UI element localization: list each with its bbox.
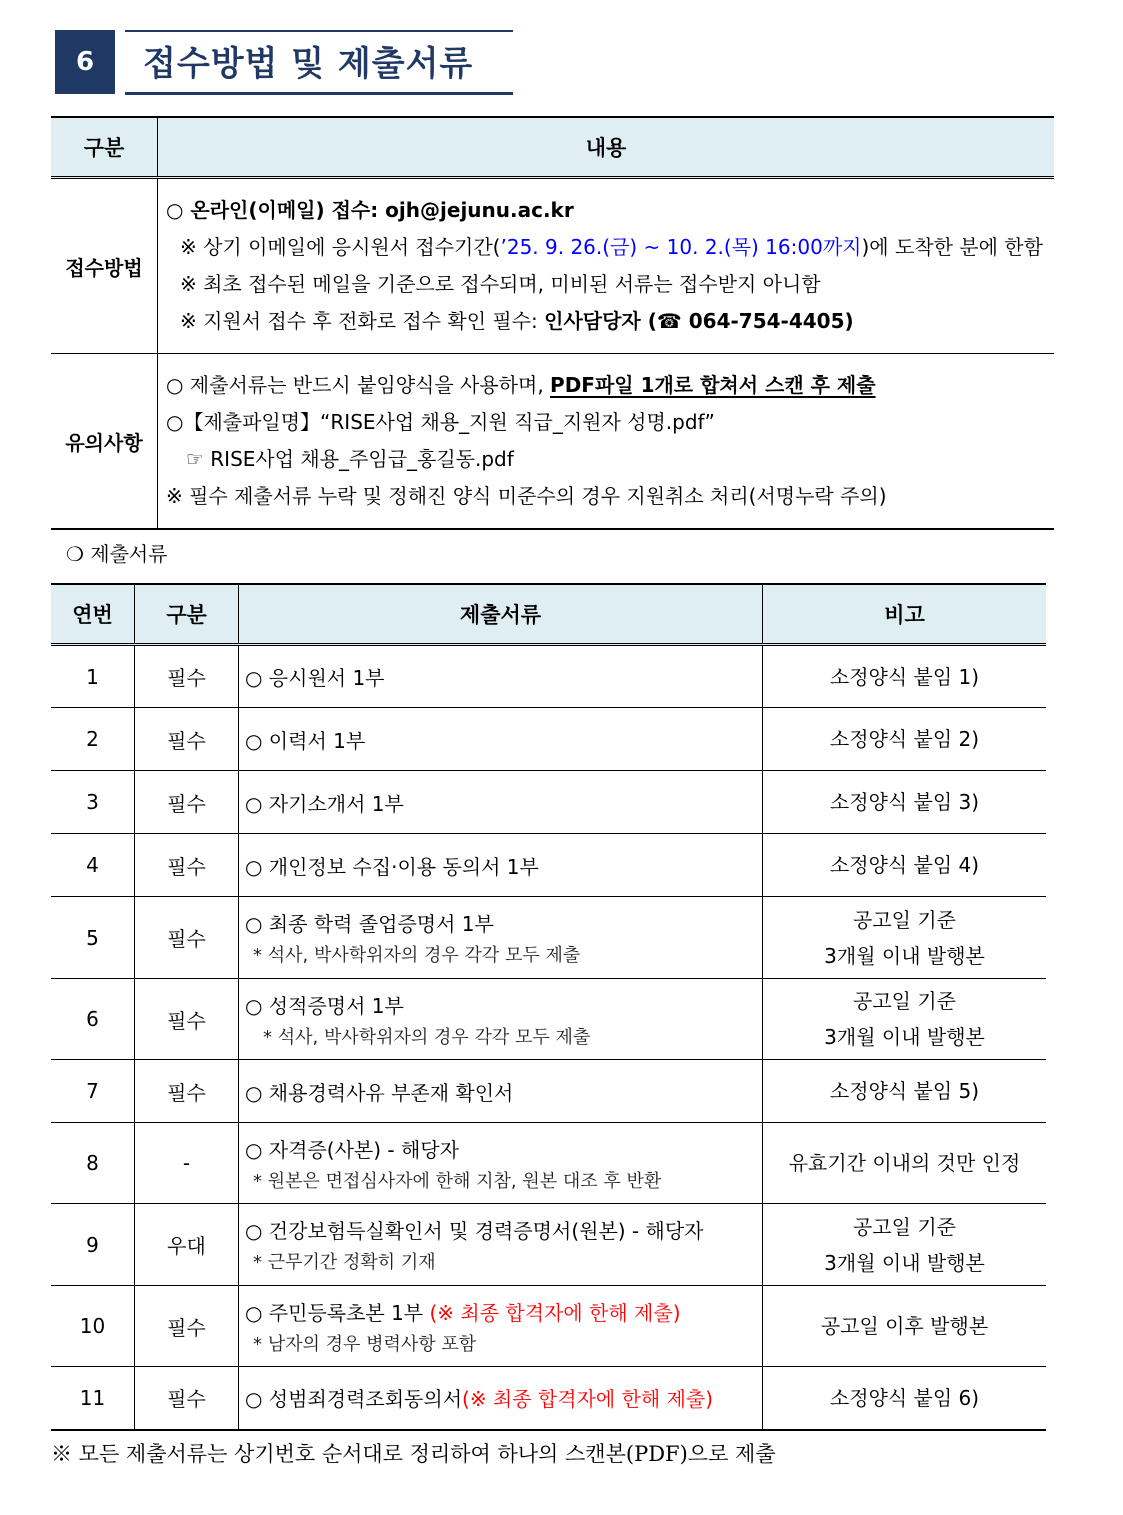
documents-table [51, 583, 1046, 1431]
row-document-text: ○ 주민등록초본 1부 [245, 1300, 430, 1325]
row-remark: 소정양식 붙임 5) [763, 1060, 1047, 1123]
header-document: 제출서류 [239, 584, 763, 645]
row-remark: 공고일 이후 발행본 [763, 1286, 1047, 1367]
row-type: 필수 [135, 1286, 239, 1367]
row-type: 필수 [135, 645, 239, 708]
notice-line-1 [166, 367, 1053, 404]
row-document-note: * 원본은 면접심사자에 한해 지참, 원본 대조 후 반환 [253, 1170, 662, 1192]
row-remark: 소정양식 붙임 2) [763, 708, 1047, 771]
row-no: 10 [51, 1286, 135, 1367]
row-no: 7 [51, 1060, 135, 1123]
bullet: ○ [166, 198, 191, 222]
row-no: 6 [51, 979, 135, 1060]
row-type: 필수 [135, 708, 239, 771]
row-remark: 소정양식 붙임 6) [763, 1367, 1047, 1430]
warning-line: ※ 필수 제출서류 누락 및 정해진 양식 미준수의 경우 지원취소 처리(서명누락 주의) [166, 484, 887, 508]
row-document-note: * 석사, 박사학위자의 경우 각각 모두 제출 [253, 945, 581, 966]
row-document [239, 1204, 763, 1286]
header-content: 내용 [158, 117, 1055, 178]
reception-period-line [166, 229, 1053, 266]
period-dates: ’25. 9. 26.(금) ~ 10. 2.(목) 16:00까지 [500, 235, 862, 259]
documents-table-header [51, 584, 1046, 645]
row-document [239, 897, 763, 979]
row-document-note: * 근무기간 정확히 기재 [253, 1252, 436, 1273]
row-no: 11 [51, 1367, 135, 1430]
row-type: 필수 [135, 897, 239, 979]
filename-example-line: ☞ RISE사업 채용_주임급_홍길동.pdf [186, 447, 514, 471]
notice-row [51, 354, 1054, 530]
table-row [51, 1367, 1046, 1430]
row-no: 3 [51, 771, 135, 834]
table-row [51, 897, 1046, 979]
row-document-text: ○ 성범죄경력조회동의서 [245, 1387, 463, 1412]
row-document-title [245, 1297, 761, 1326]
row-remark [763, 897, 1047, 979]
row-document-title: ○ 성적증명서 1부 [245, 993, 404, 1018]
row-remark: 소정양식 붙임 1) [763, 645, 1047, 708]
row-type: 필수 [135, 771, 239, 834]
reception-method-row [51, 178, 1054, 354]
row-document [239, 1286, 763, 1367]
documents-subheading: ❍ 제출서류 [66, 542, 168, 566]
phone-confirm-line [166, 303, 1053, 340]
table-row [51, 1123, 1046, 1204]
final-applicant-warning: (※ 최종 합격자에 한해 제출) [429, 1300, 681, 1325]
reception-method-content [158, 178, 1055, 354]
row-no: 5 [51, 897, 135, 979]
online-email-line [166, 192, 1053, 229]
section-rule-top [125, 30, 513, 32]
row-document [239, 1123, 763, 1204]
notice-label: 유의사항 [51, 354, 158, 530]
row-remark-line-1: 공고일 기준 [853, 989, 956, 1013]
hr-contact: 인사담당자 (☎ 064-754-4405) [544, 309, 854, 333]
first-mail-line: ※ 최초 접수된 메일을 기준으로 접수되며, 미비된 서류는 접수받지 아니함 [180, 272, 821, 296]
table-row [51, 1286, 1046, 1367]
section-number: 6 [55, 30, 115, 94]
final-applicant-warning: (※ 최종 합격자에 한해 제출) [462, 1387, 714, 1412]
header-remarks: 비고 [763, 584, 1047, 645]
row-remark [763, 1204, 1047, 1286]
row-document: ○ 자기소개서 1부 [239, 771, 763, 834]
row-document: ○ 개인정보 수집·이용 동의서 1부 [239, 834, 763, 897]
row-remark-line-1: 공고일 기준 [853, 907, 956, 932]
table-row [51, 1204, 1046, 1286]
table-row [51, 834, 1046, 897]
header-no: 연번 [51, 584, 135, 645]
row-document-title: ○ 자격증(사본) - 해당자 [245, 1137, 459, 1162]
row-no: 4 [51, 834, 135, 897]
row-remark: 소정양식 붙임 3) [763, 771, 1047, 834]
row-document-title: ○ 최종 학력 졸업증명서 1부 [245, 912, 494, 936]
row-type: 필수 [135, 834, 239, 897]
row-document-note: * 석사, 박사학위자의 경우 각각 모두 제출 [263, 1026, 591, 1048]
section-rule-bottom [125, 92, 513, 95]
notice-content [158, 354, 1055, 530]
row-document [239, 979, 763, 1060]
footer-note: ※ 모든 제출서류는 상기번호 순서대로 정리하여 하나의 스캔본(PDF)으로 제출 [51, 1442, 776, 1466]
notice-line-1-prefix: ○ 제출서류는 반드시 붙임양식을 사용하며, [166, 373, 551, 397]
row-type: 우대 [135, 1204, 239, 1286]
row-remark: 소정양식 붙임 4) [763, 834, 1047, 897]
row-type: - [135, 1123, 239, 1204]
period-suffix: )에 도착한 분에 한함 [861, 235, 1043, 259]
reception-table-header [51, 117, 1054, 178]
row-type: 필수 [135, 1060, 239, 1123]
row-document: ○ 채용경력사유 부존재 확인서 [239, 1060, 763, 1123]
row-no: 1 [51, 645, 135, 708]
table-row [51, 708, 1046, 771]
row-remark-line-2: 3개월 이내 발행본 [824, 1250, 985, 1275]
table-row [51, 771, 1046, 834]
row-no: 2 [51, 708, 135, 771]
table-row [51, 645, 1046, 708]
row-remark [763, 979, 1047, 1060]
section-header [55, 30, 515, 96]
row-document: ○ 응시원서 1부 [239, 645, 763, 708]
row-document-title: ○ 건강보험득실확인서 및 경력증명서(원본) - 해당자 [245, 1219, 704, 1243]
section-title: 접수방법 및 제출서류 [143, 44, 474, 84]
header-type: 구분 [135, 584, 239, 645]
row-type: 필수 [135, 979, 239, 1060]
row-document: ○ 이력서 1부 [239, 708, 763, 771]
filename-rule-line: ○【제출파일명】“RISE사업 채용_지원 직급_지원자 성명.pdf” [166, 410, 715, 434]
row-remark-line-2: 3개월 이내 발행본 [824, 943, 985, 968]
row-remark-line-2: 3개월 이내 발행본 [824, 1025, 985, 1049]
table-row [51, 1060, 1046, 1123]
table-row [51, 979, 1046, 1060]
row-type: 필수 [135, 1367, 239, 1430]
phone-confirm-prefix: ※ 지원서 접수 후 전화로 접수 확인 필수: [180, 309, 545, 333]
period-prefix: ※ 상기 이메일에 응시원서 접수기간( [180, 235, 501, 259]
reception-method-label: 접수방법 [51, 178, 158, 354]
online-email-text: 온라인(이메일) 접수: ojh@jejunu.ac.kr [190, 198, 574, 222]
reception-table [51, 116, 1054, 530]
row-no: 8 [51, 1123, 135, 1204]
header-category: 구분 [51, 117, 158, 178]
row-document [239, 1367, 763, 1430]
row-remark: 유효기간 이내의 것만 인정 [763, 1123, 1047, 1204]
row-remark-line-1: 공고일 기준 [853, 1214, 956, 1239]
pdf-instruction: PDF파일 1개로 합쳐서 스캔 후 제출 [550, 373, 876, 397]
row-no: 9 [51, 1204, 135, 1286]
row-document-note: * 남자의 경우 병력사항 포함 [253, 1333, 477, 1355]
